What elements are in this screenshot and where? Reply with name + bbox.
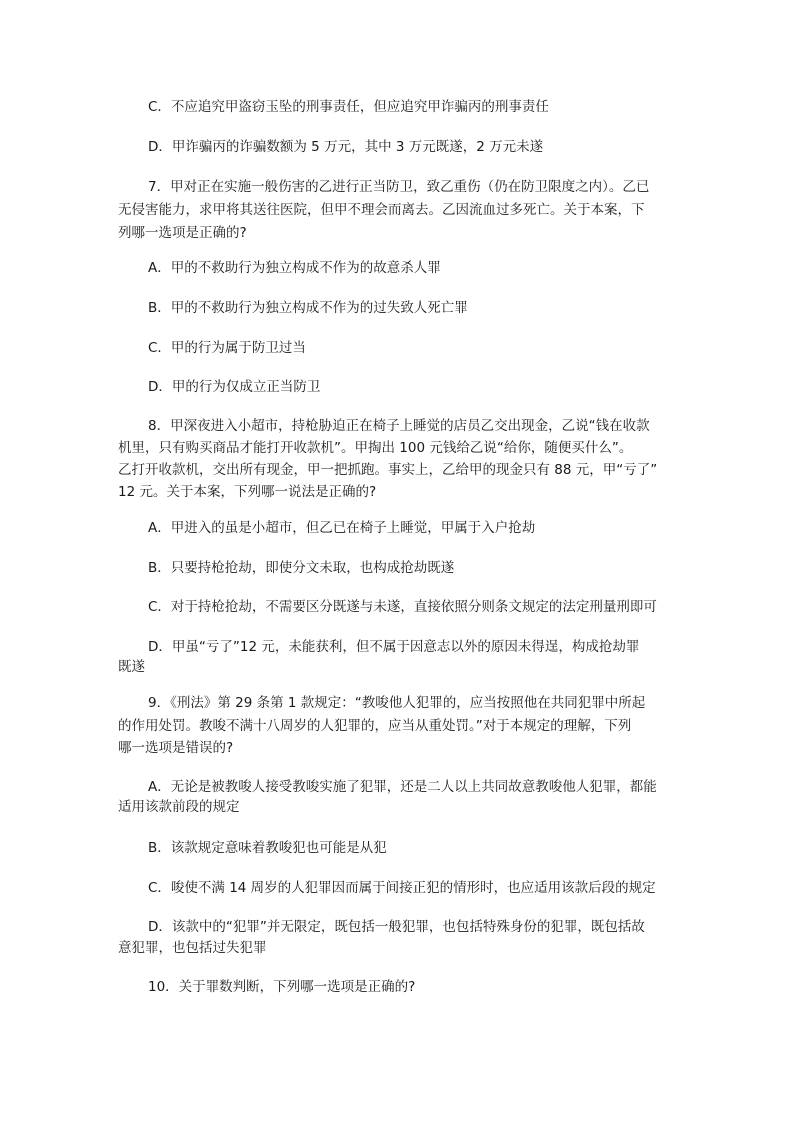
question-7-stem-line-3: 列哪一选项是正确的?	[118, 225, 247, 241]
question-8-option-d-line-1: D．甲虽“亏了”12 元，未能获利，但不属于因意志以外的原因未得逞，构成抢劫罪	[148, 639, 640, 655]
prev-option-d: D．甲诈骗丙的诈骗数额为 5 万元，其中 3 万元既遂，2 万元未遂	[148, 139, 544, 155]
question-8-option-d-line-2: 既遂	[118, 659, 145, 675]
question-8-stem-line-2: 机里，只有购买商品才能打开收款机”。甲掏出 100 元钱给乙说“给你，随便买什么”。	[118, 440, 633, 456]
question-8-stem-line-3: 乙打开收款机，交出所有现金，甲一把抓跑。事实上，乙给甲的现金只有 88 元，甲“亏了”	[118, 462, 658, 478]
question-9-option-a-line-2: 适用该款前段的规定	[118, 799, 240, 815]
question-7-stem-line-2: 无侵害能力，求甲将其送往医院，但甲不理会而离去。乙因流血过多死亡。关于本案，下	[118, 202, 645, 218]
prev-option-c: C．不应追究甲盗窃玉坠的刑事责任，但应追究甲诈骗丙的刑事责任	[148, 99, 549, 115]
question-9-stem-line-2: 的作用处罚。教唆不满十八周岁的人犯罪的，应当从重处罚。”对于本规定的理解，下列	[118, 718, 632, 734]
question-9-option-a-line-1: A．无论是被教唆人接受教唆实施了犯罪，还是二人以上共同故意教唆他人犯罪，都能	[148, 779, 657, 795]
question-8-stem-line-1: 8．甲深夜进入小超市，持枪胁迫正在椅子上睡觉的店员乙交出现金，乙说“钱在收款	[148, 418, 650, 434]
question-7-option-b: B．甲的不救助行为独立构成不作为的过失致人死亡罪	[148, 300, 468, 316]
question-9-stem-line-1: 9．《刑法》第 29 条第 1 款规定：“教唆他人犯罪的，应当按照他在共同犯罪中所起	[148, 695, 646, 711]
question-7-option-a: A．甲的不救助行为独立构成不作为的故意杀人罪	[148, 260, 441, 276]
question-9-option-d-line-2: 意犯罪，也包括过失犯罪	[118, 940, 267, 956]
question-10-stem: 10．关于罪数判断，下列哪一选项是正确的?	[148, 979, 416, 995]
question-8-option-a: A．甲进入的虽是小超市，但乙已在椅子上睡觉，甲属于入户抢劫	[148, 520, 536, 536]
question-9-option-b: B．该款规定意味着教唆犯也可能是从犯	[148, 840, 387, 856]
question-9-option-c: C．唆使不满 14 周岁的人犯罪因而属于间接正犯的情形时，也应适用该款后段的规定	[148, 880, 656, 896]
question-9-option-d-line-1: D．该款中的“犯罪”并无限定，既包括一般犯罪，也包括特殊身份的犯罪，既包括故	[148, 919, 645, 935]
question-8-stem-line-4: 12 元。关于本案，下列哪一说法是正确的?	[118, 484, 377, 500]
question-7-stem-line-1: 7．甲对正在实施一般伤害的乙进行正当防卫，致乙重伤（仍在防卫限度之内）。乙已	[148, 179, 650, 195]
question-7-option-d: D．甲的行为仅成立正当防卫	[148, 379, 321, 395]
question-7-option-c: C．甲的行为属于防卫过当	[148, 340, 306, 356]
question-8-option-c: C．对于持枪抢劫，不需要区分既遂与未遂，直接依照分则条文规定的法定刑量刑即可	[148, 599, 657, 615]
question-8-option-b: B．只要持枪抢劫，即使分文未取，也构成抢劫既遂	[148, 560, 455, 576]
question-9-stem-line-3: 哪一选项是错误的?	[118, 740, 234, 756]
